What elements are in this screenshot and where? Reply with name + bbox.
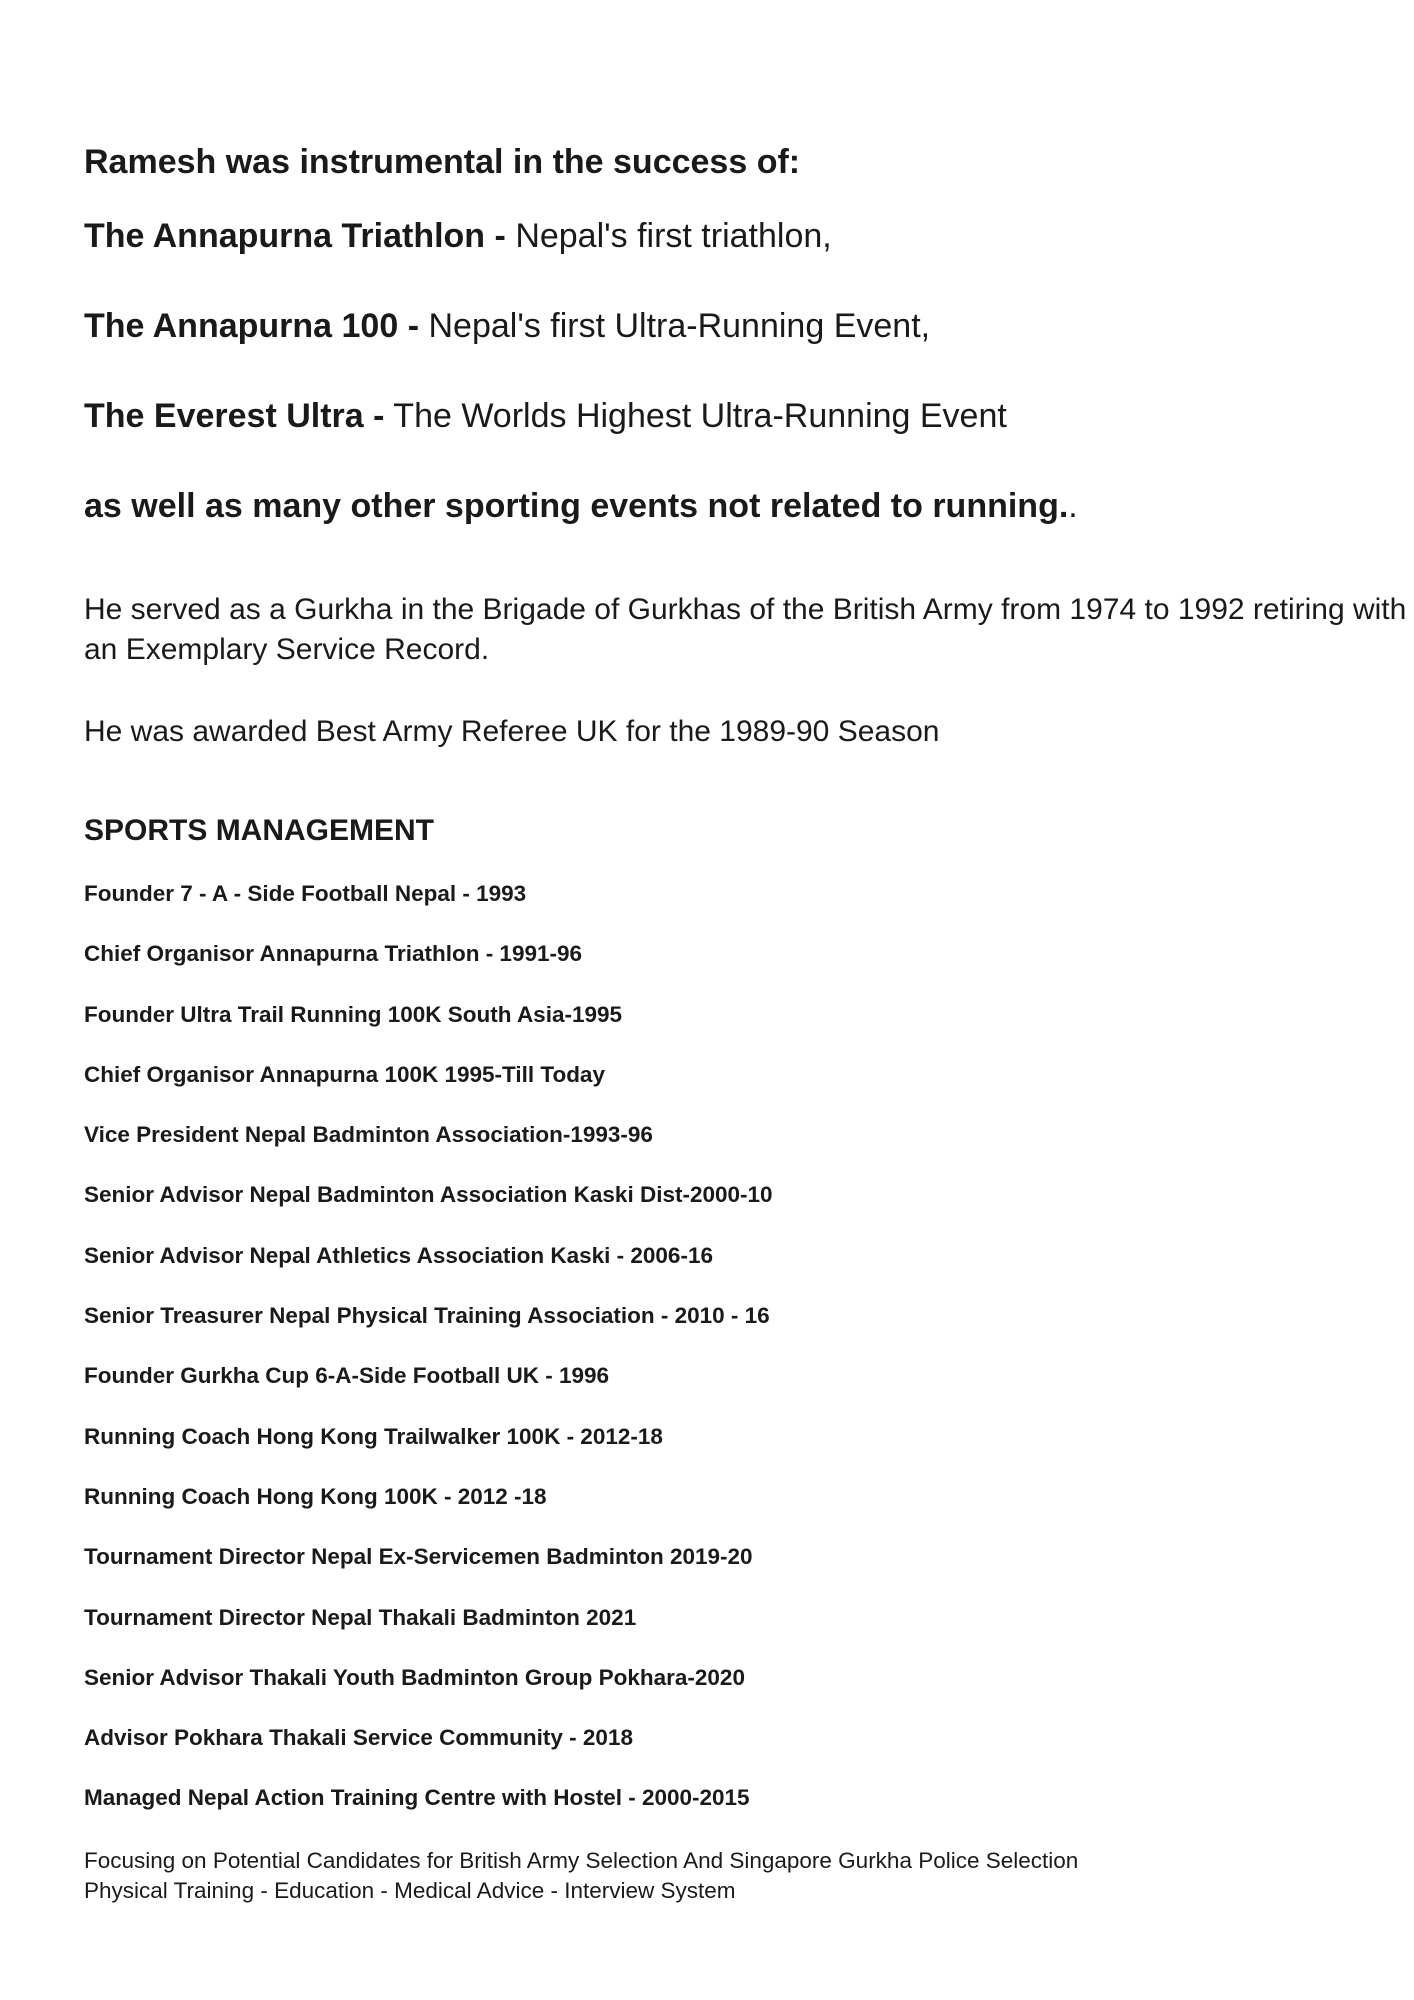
event-separator: - bbox=[494, 217, 506, 255]
event-description: Nepal's first Ultra-Running Event, bbox=[428, 307, 931, 345]
list-item: Running Coach Hong Kong 100K - 2012 -18 bbox=[84, 1483, 547, 1509]
sports-management-list bbox=[84, 880, 773, 1845]
closing-trailing-dot: . bbox=[1068, 487, 1078, 525]
event-separator: - bbox=[407, 307, 420, 345]
list-item: Founder Gurkha Cup 6-A-Side Football UK - 1996 bbox=[84, 1363, 610, 1389]
list-item: Tournament Director Nepal Ex-Servicemen Badminton 2019-20 bbox=[84, 1544, 753, 1570]
event-description: Nepal's first triathlon, bbox=[515, 217, 832, 255]
list-item: Founder 7 - A - Side Football Nepal - 1993 bbox=[84, 881, 527, 906]
event-everest-ultra bbox=[84, 396, 1007, 436]
event-name: The Everest Ultra bbox=[84, 397, 364, 435]
list-item: Founder Ultra Trail Running 100K South Asia-1995 bbox=[84, 1001, 623, 1027]
list-item: Running Coach Hong Kong Trailwalker 100K - 2012-18 bbox=[84, 1423, 663, 1449]
closing-text: as well as many other sporting events not related to running. bbox=[84, 487, 1069, 525]
event-annapurna-triathlon bbox=[84, 216, 832, 256]
footer-line-2: Physical Training - Education - Medical Advice - Interview System bbox=[84, 1878, 736, 1903]
footer-line-1: Focusing on Potential Candidates for British Army Selection And Singapore Gurkha Police Selection bbox=[84, 1848, 1079, 1873]
list-item: Chief Organisor Annapurna Triathlon - 1991-96 bbox=[84, 941, 583, 967]
event-annapurna-100 bbox=[84, 306, 930, 346]
list-item: Senior Advisor Thakali Youth Badminton Group Pokhara-2020 bbox=[84, 1664, 745, 1690]
list-item: Managed Nepal Action Training Centre with Hostel - 2000-2015 bbox=[84, 1785, 750, 1811]
list-item: Advisor Pokhara Thakali Service Community - 2018 bbox=[84, 1725, 633, 1751]
event-description: The Worlds Highest Ultra-Running Event bbox=[393, 397, 1007, 435]
service-paragraph: He served as a Gurkha in the Brigade of Gurkhas of the British Army from 1974 to 1992 retiring with an Exemplary Service Record. bbox=[84, 593, 1407, 666]
list-item: Senior Advisor Nepal Athletics Association Kaski - 2006-16 bbox=[84, 1242, 713, 1268]
closing-statement bbox=[84, 486, 1078, 526]
list-item: Senior Advisor Nepal Badminton Association Kaski Dist-2000-10 bbox=[84, 1182, 773, 1208]
event-name: The Annapurna 100 bbox=[84, 307, 399, 345]
list-item: Senior Treasurer Nepal Physical Training Association - 2010 - 16 bbox=[84, 1303, 770, 1329]
intro-heading: Ramesh was instrumental in the success of: bbox=[84, 143, 801, 181]
list-item: Vice President Nepal Badminton Association-1993-96 bbox=[84, 1122, 653, 1148]
list-item: Tournament Director Nepal Thakali Badminton 2021 bbox=[84, 1604, 637, 1630]
sports-management-title: SPORTS MANAGEMENT bbox=[84, 814, 435, 847]
footer-note bbox=[84, 1846, 1078, 1906]
award-paragraph: He was awarded Best Army Referee UK for the 1989-90 Season bbox=[84, 715, 940, 748]
event-separator: - bbox=[373, 397, 385, 435]
event-name: The Annapurna Triathlon bbox=[84, 217, 486, 255]
list-item: Chief Organisor Annapurna 100K 1995-Till Today bbox=[84, 1061, 605, 1087]
